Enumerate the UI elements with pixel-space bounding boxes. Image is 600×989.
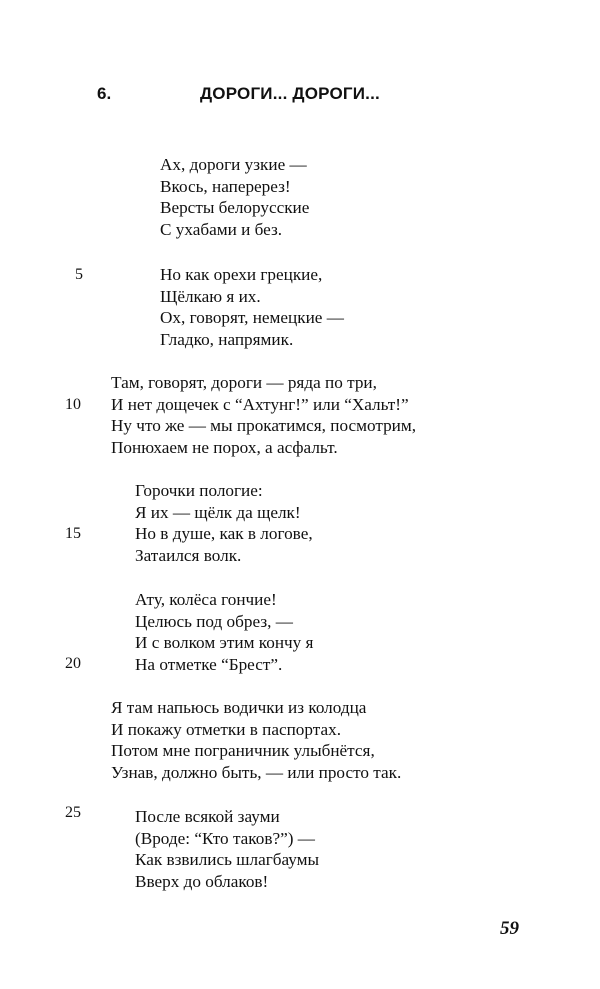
verse-line: Щёлкаю я их. <box>160 286 261 306</box>
verse-line: Понюхаем не порох, а асфальт. <box>111 438 338 458</box>
verse-line: Но как орехи грецкие, <box>160 265 323 284</box>
stanza-6 <box>111 697 401 784</box>
stanza-7 <box>135 806 319 893</box>
verse-line: С ухабами и без. <box>160 220 283 240</box>
verse-line: И с волком этим кончу я <box>135 633 314 653</box>
verse-line: Ах, дороги узкие — <box>160 155 307 174</box>
verse-line: Целюсь под обрез, — <box>135 611 293 631</box>
verse-line: Потом мне пограничник улыбнётся, <box>111 741 375 761</box>
verse-line: Вверх до облаков! <box>135 872 269 892</box>
verse-line: Версты белорусские <box>160 198 310 218</box>
verse-line: Ох, говорят, немецкие — <box>160 308 344 328</box>
verse-line: Гладко, напрямик. <box>160 330 294 350</box>
verse-line: Там, говорят, дороги — ряда по три, <box>111 373 377 392</box>
stanza-5 <box>135 589 313 676</box>
stanza-3 <box>111 372 416 459</box>
verse-line: И покажу отметки в паспортах. <box>111 719 341 739</box>
stanza-4 <box>135 480 313 567</box>
stanza-2 <box>160 264 344 351</box>
poem-number: 6. <box>97 84 112 103</box>
verse-line: Узнав, должно быть, — или просто так. <box>111 763 402 783</box>
verse-line: (Вроде: “Кто таков?”) — <box>135 828 315 848</box>
stanza-1 <box>160 154 309 241</box>
verse-line: На отметке “Брест”. <box>135 655 283 675</box>
verse-line: Я там напьюсь водички из колодца <box>111 698 367 717</box>
verse-line: И нет дощечек с “Ахтунг!” или “Хальт!” <box>111 394 409 414</box>
verse-line: После всякой зауми <box>135 807 280 826</box>
line-number: 15 <box>65 525 81 542</box>
line-number: 20 <box>65 655 81 672</box>
line-number: 25 <box>65 804 81 821</box>
verse-line: Я их — щёлк да щелк! <box>135 502 301 522</box>
page-number: 59 <box>500 918 519 939</box>
line-number: 10 <box>65 396 81 413</box>
verse-line: Как взвились шлагбаумы <box>135 850 320 870</box>
poem-heading <box>0 84 600 106</box>
poem-title: ДОРОГИ... ДОРОГИ... <box>200 84 380 103</box>
verse-line: Ату, колёса гончие! <box>135 590 277 609</box>
verse-line: Но в душе, как в логове, <box>135 524 313 544</box>
verse-line: Вкось, наперерез! <box>160 176 291 196</box>
verse-line: Ну что же — мы прокатимся, посмотрим, <box>111 416 417 436</box>
verse-line: Затаился волк. <box>135 546 242 566</box>
line-number: 5 <box>75 266 83 283</box>
verse-line: Горочки пологие: <box>135 481 263 500</box>
